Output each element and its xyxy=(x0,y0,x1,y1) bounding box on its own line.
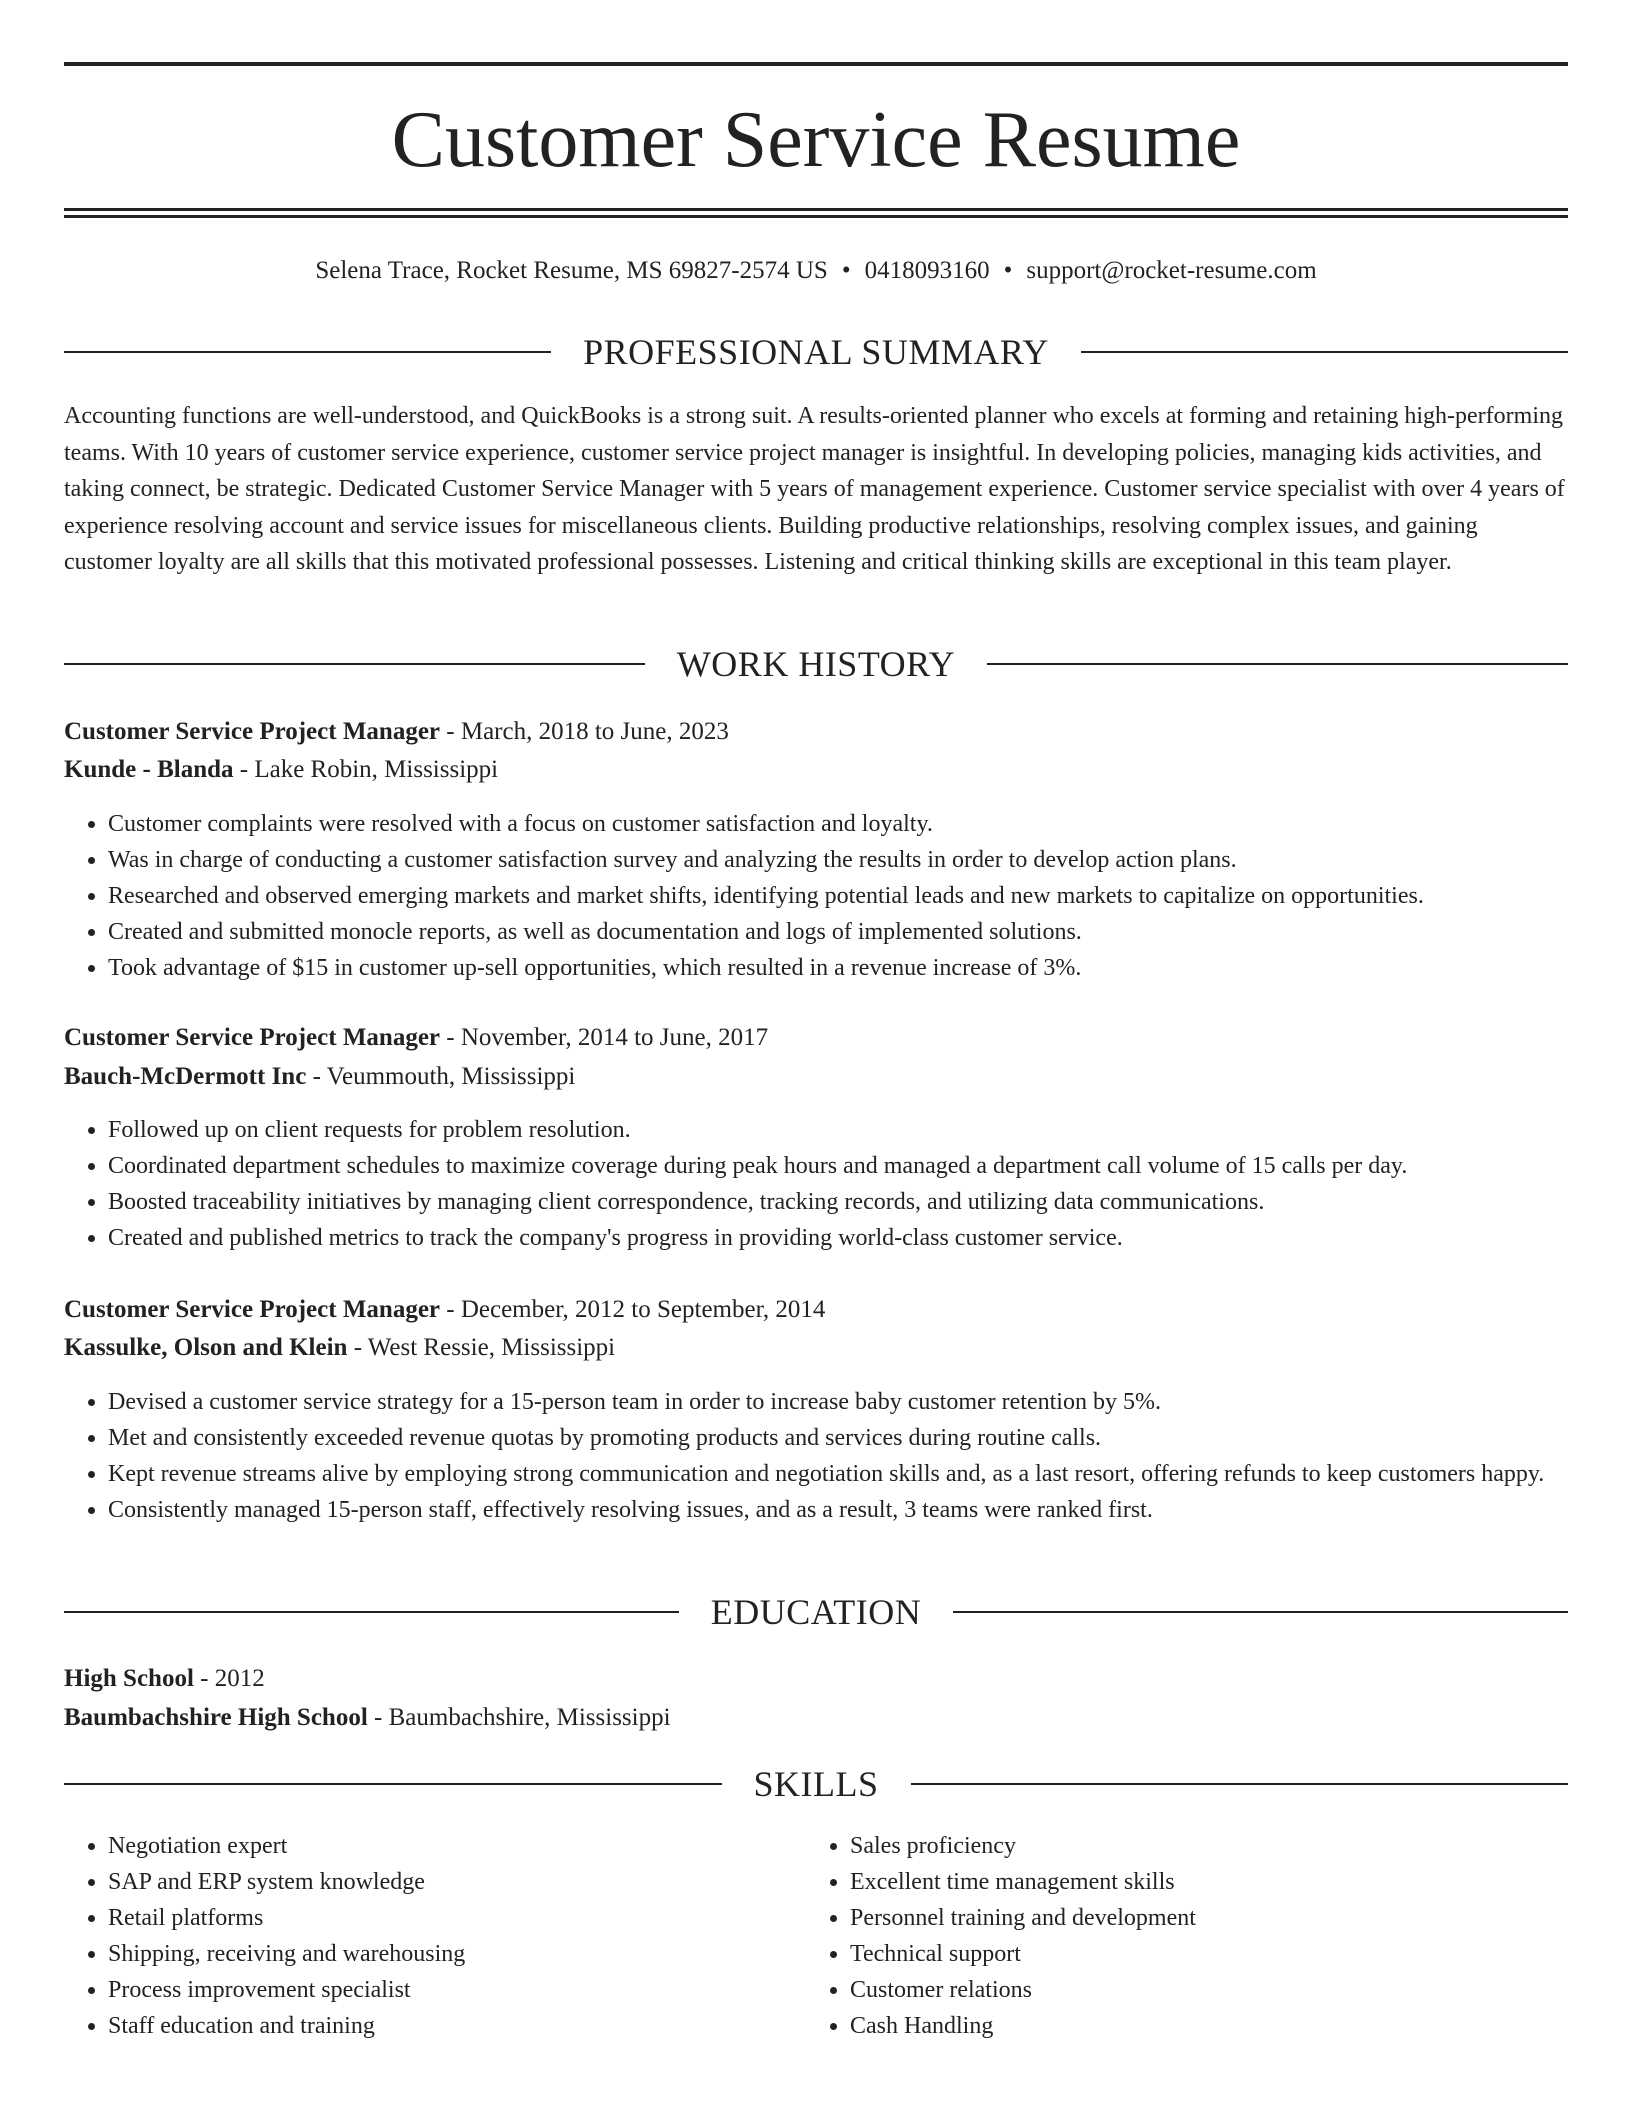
education-school: Baumbachshire High School xyxy=(64,1704,368,1731)
skill-item: • Shipping, receiving and warehousing xyxy=(108,1936,808,1972)
section-heading-skills xyxy=(64,1762,1568,1806)
list-item: • Was in charge of conducting a customer satisfaction survey and analyzing the results in order to develop action plans. xyxy=(108,842,1568,878)
list-item: • Consistently managed 15-person staff, effectively resolving issues, and as a result, 3 teams were ranked first. xyxy=(108,1492,1568,1528)
skill-item: • Personnel training and development xyxy=(850,1900,1550,1936)
skill-item: • Staff education and training xyxy=(108,2008,808,2044)
job-company-line xyxy=(64,1058,1568,1096)
list-item: • Followed up on client requests for problem resolution. xyxy=(108,1112,1568,1148)
heading-rule-left xyxy=(64,1783,722,1785)
top-rule xyxy=(64,62,1568,66)
job-company: Bauch-McDermott Inc xyxy=(64,1063,307,1090)
education-school-line xyxy=(64,1699,1568,1737)
contact-address: Selena Trace, Rocket Resume, MS 69827-2574 US xyxy=(315,257,828,284)
section-heading-label: SKILLS xyxy=(753,1764,879,1804)
job-company-line xyxy=(64,751,1568,789)
section-heading-work-history xyxy=(64,642,1568,686)
list-item: • Boosted traceability initiatives by managing client correspondence, tracking records, and utilizing data communications. xyxy=(108,1184,1568,1220)
heading-rule-left xyxy=(64,663,645,665)
job-title-line xyxy=(64,1019,1568,1057)
job-dates: - November, 2014 to June, 2017 xyxy=(440,1024,769,1051)
job-company-line xyxy=(64,1329,1568,1367)
education-degree: High School xyxy=(64,1665,194,1692)
heading-rule-right xyxy=(987,663,1568,665)
job-location: - West Ressie, Mississippi xyxy=(347,1334,616,1361)
section-heading-label: PROFESSIONAL SUMMARY xyxy=(583,332,1049,372)
section-heading-label: WORK HISTORY xyxy=(676,644,956,684)
list-item: • Coordinated department schedules to maximize coverage during peak hours and managed a department call volume of 15 calls per day. xyxy=(108,1148,1568,1184)
skill-item: • Retail platforms xyxy=(108,1900,808,1936)
summary-paragraph: Accounting functions are well-understood, and QuickBooks is a strong suit. A results-oriented planner who excels at forming and retaining high-performing teams. With 10 years of customer service experience, customer service project manager is insightful. In developing policies, managing kids activities, and taking connect, be strategic. Dedicated Customer Service Manager with 5 years of management experience. Customer service specialist with over 4 years of experience resolving account and service issues for miscellaneous clients. Building productive relationships, resolving complex issues, and gaining customer loyalty are all skills that this motivated professional possesses. Listening and critical thinking skills are exceptional in this team player. xyxy=(64,403,1565,575)
contact-phone: 0418093160 xyxy=(864,257,990,284)
list-item: • Created and published metrics to track the company's progress in providing world-class customer service. xyxy=(108,1220,1568,1256)
list-item: • Devised a customer service strategy for a 15-person team in order to increase baby customer retention by 5%. xyxy=(108,1384,1568,1420)
job-title-line xyxy=(64,1291,1568,1329)
resume-title: Customer Service Resume xyxy=(391,96,1241,184)
contact-separator: • xyxy=(1003,257,1013,284)
list-item: • Researched and observed emerging markets and market shifts, identifying potential leads and new markets to capitalize on opportunities. xyxy=(108,878,1568,914)
section-heading-label: EDUCATION xyxy=(710,1592,922,1632)
job-title: Customer Service Project Manager xyxy=(64,1296,441,1323)
list-item: • Kept revenue streams alive by employing strong communication and negotiation skills and, as a last resort, offering refunds to keep customers happy. xyxy=(108,1456,1568,1492)
heading-rule-left xyxy=(64,1611,679,1613)
job-bullets xyxy=(64,1112,1568,1256)
job-dates: - December, 2012 to September, 2014 xyxy=(440,1296,826,1323)
skill-item: • Customer relations xyxy=(850,1972,1550,2008)
education-year: - 2012 xyxy=(193,1665,265,1692)
job-bullets xyxy=(64,1384,1568,1528)
contact-email: support@rocket-resume.com xyxy=(1026,257,1317,284)
skills-list-right xyxy=(806,1828,1550,2044)
job-company: Kunde - Blanda xyxy=(64,756,234,783)
skill-item: • Cash Handling xyxy=(850,2008,1550,2044)
heading-rule-right xyxy=(1081,351,1568,353)
skill-item: • Excellent time management skills xyxy=(850,1864,1550,1900)
job-company: Kassulke, Olson and Klein xyxy=(64,1334,348,1361)
list-item: • Customer complaints were resolved with a focus on customer satisfaction and loyalty. xyxy=(108,806,1568,842)
job-location: - Lake Robin, Mississippi xyxy=(233,756,499,783)
list-item: • Met and consistently exceeded revenue quotas by promoting products and services during routine calls. xyxy=(108,1420,1568,1456)
skill-item: • Negotiation expert xyxy=(108,1828,808,1864)
contact-separator: • xyxy=(841,257,851,284)
heading-rule-right xyxy=(911,1783,1569,1785)
skill-item: • Technical support xyxy=(850,1936,1550,1972)
list-item: • Took advantage of $15 in customer up-sell opportunities, which resulted in a revenue increase of 3%. xyxy=(108,950,1568,986)
education-location: - Baumbachshire, Mississippi xyxy=(367,1704,671,1731)
skill-item: • SAP and ERP system knowledge xyxy=(108,1864,808,1900)
heading-rule-left xyxy=(64,351,551,353)
section-heading-education xyxy=(64,1590,1568,1634)
heading-rule-right xyxy=(953,1611,1568,1613)
title-double-rule xyxy=(64,208,1568,218)
section-heading-summary xyxy=(64,330,1568,374)
list-item: • Created and submitted monocle reports, as well as documentation and logs of implemented solutions. xyxy=(108,914,1568,950)
skills-list-left xyxy=(64,1828,808,2044)
job-location: - Veummouth, Mississippi xyxy=(306,1063,576,1090)
job-dates: - March, 2018 to June, 2023 xyxy=(440,718,729,745)
skill-item: • Process improvement specialist xyxy=(108,1972,808,2008)
job-title-line xyxy=(64,713,1568,751)
job-bullets xyxy=(64,806,1568,986)
job-title: Customer Service Project Manager xyxy=(64,1024,441,1051)
job-title: Customer Service Project Manager xyxy=(64,718,441,745)
education-degree-line xyxy=(64,1660,1568,1698)
skill-item: • Sales proficiency xyxy=(850,1828,1550,1864)
contact-line xyxy=(64,254,1568,288)
